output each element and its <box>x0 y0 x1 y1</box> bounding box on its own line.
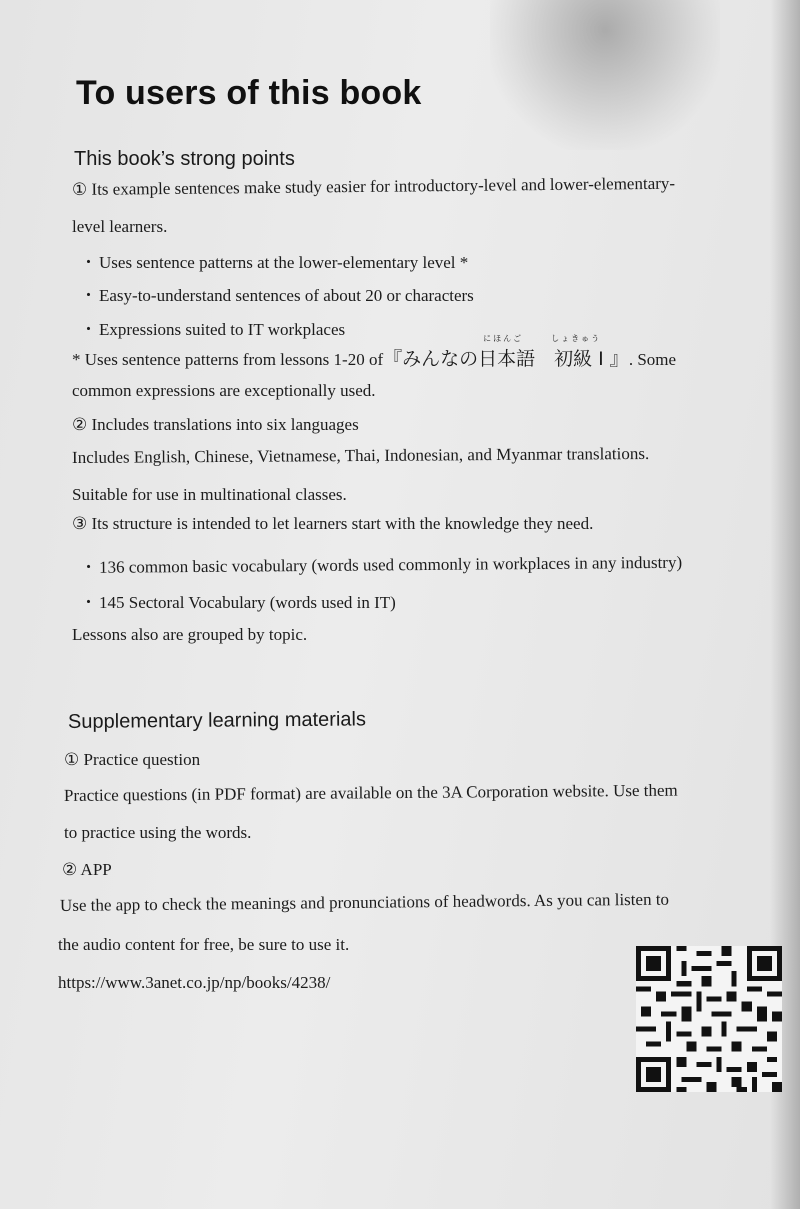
bullet-item: ・ 136 common basic vocabulary (words used commonly in workplaces in any industry) <box>80 548 682 578</box>
supplementary-heading: Supplementary learning materials <box>67 708 367 733</box>
point-3: ③ Its structure is intended to let learners start with the knowledge they need. <box>72 514 594 533</box>
furigana-shokyu: しょきゅう <box>551 334 602 343</box>
furigana-nihongo: にほんご <box>483 334 524 343</box>
website-url[interactable]: https://www.3anet.co.jp/np/books/4238/ <box>58 973 331 992</box>
bullet-item: ・ Uses sentence patterns at the lower-elementary level * <box>80 248 468 273</box>
supplementary-item-1: ① Practice question <box>64 750 201 769</box>
footnote <box>72 334 677 371</box>
bullet-item: ・ Expressions suited to IT workplaces <box>80 315 345 340</box>
footnote-continued: common expressions are exceptionally used. <box>72 381 376 400</box>
point-1-continued: level learners. <box>72 217 168 236</box>
supplementary-item-2: ② APP <box>62 860 112 879</box>
supplementary-item-1-desc-2: to practice using the words. <box>64 823 252 842</box>
qr-code-icon[interactable] <box>636 946 782 1092</box>
page-shadow <box>490 0 720 150</box>
supplementary-item-2-desc-2: the audio content for free, be sure to use it. <box>58 935 350 954</box>
point-2-detail: Includes English, Chinese, Vietnamese, Thai, Indonesian, and Myanmar translations. <box>71 443 650 467</box>
bullet-item: ・ 145 Sectoral Vocabulary (words used in IT) <box>80 588 396 613</box>
point-1: ① Its example sentences make study easier for introductory-level and lower-elementary- <box>71 173 676 199</box>
point-3-footer: Lessons also are grouped by topic. <box>72 625 308 644</box>
page-title: To users of this book <box>76 74 422 112</box>
supplementary-item-1-desc: Practice questions (in PDF format) are available on the 3A Corporation website. Use them <box>63 780 678 805</box>
footnote-prefix: * Uses sentence patterns from lessons 1-20 of <box>72 350 384 369</box>
strong-points-heading: This book’s strong points <box>74 148 295 170</box>
bullet-item: ・ Easy-to-understand sentences of about 20 or characters <box>80 281 474 306</box>
footnote-suffix: . Some <box>628 350 677 369</box>
point-2: ② Includes translations into six languages <box>72 415 359 434</box>
point-2-detail-2: Suitable for use in multinational classes. <box>72 485 347 504</box>
supplementary-item-2-desc: Use the app to check the meanings and pronunciations of headwords. As you can listen to <box>59 889 670 915</box>
book-title-text: 『みんなの日本語 初級 I 』 <box>383 348 629 370</box>
book-title <box>383 334 629 371</box>
